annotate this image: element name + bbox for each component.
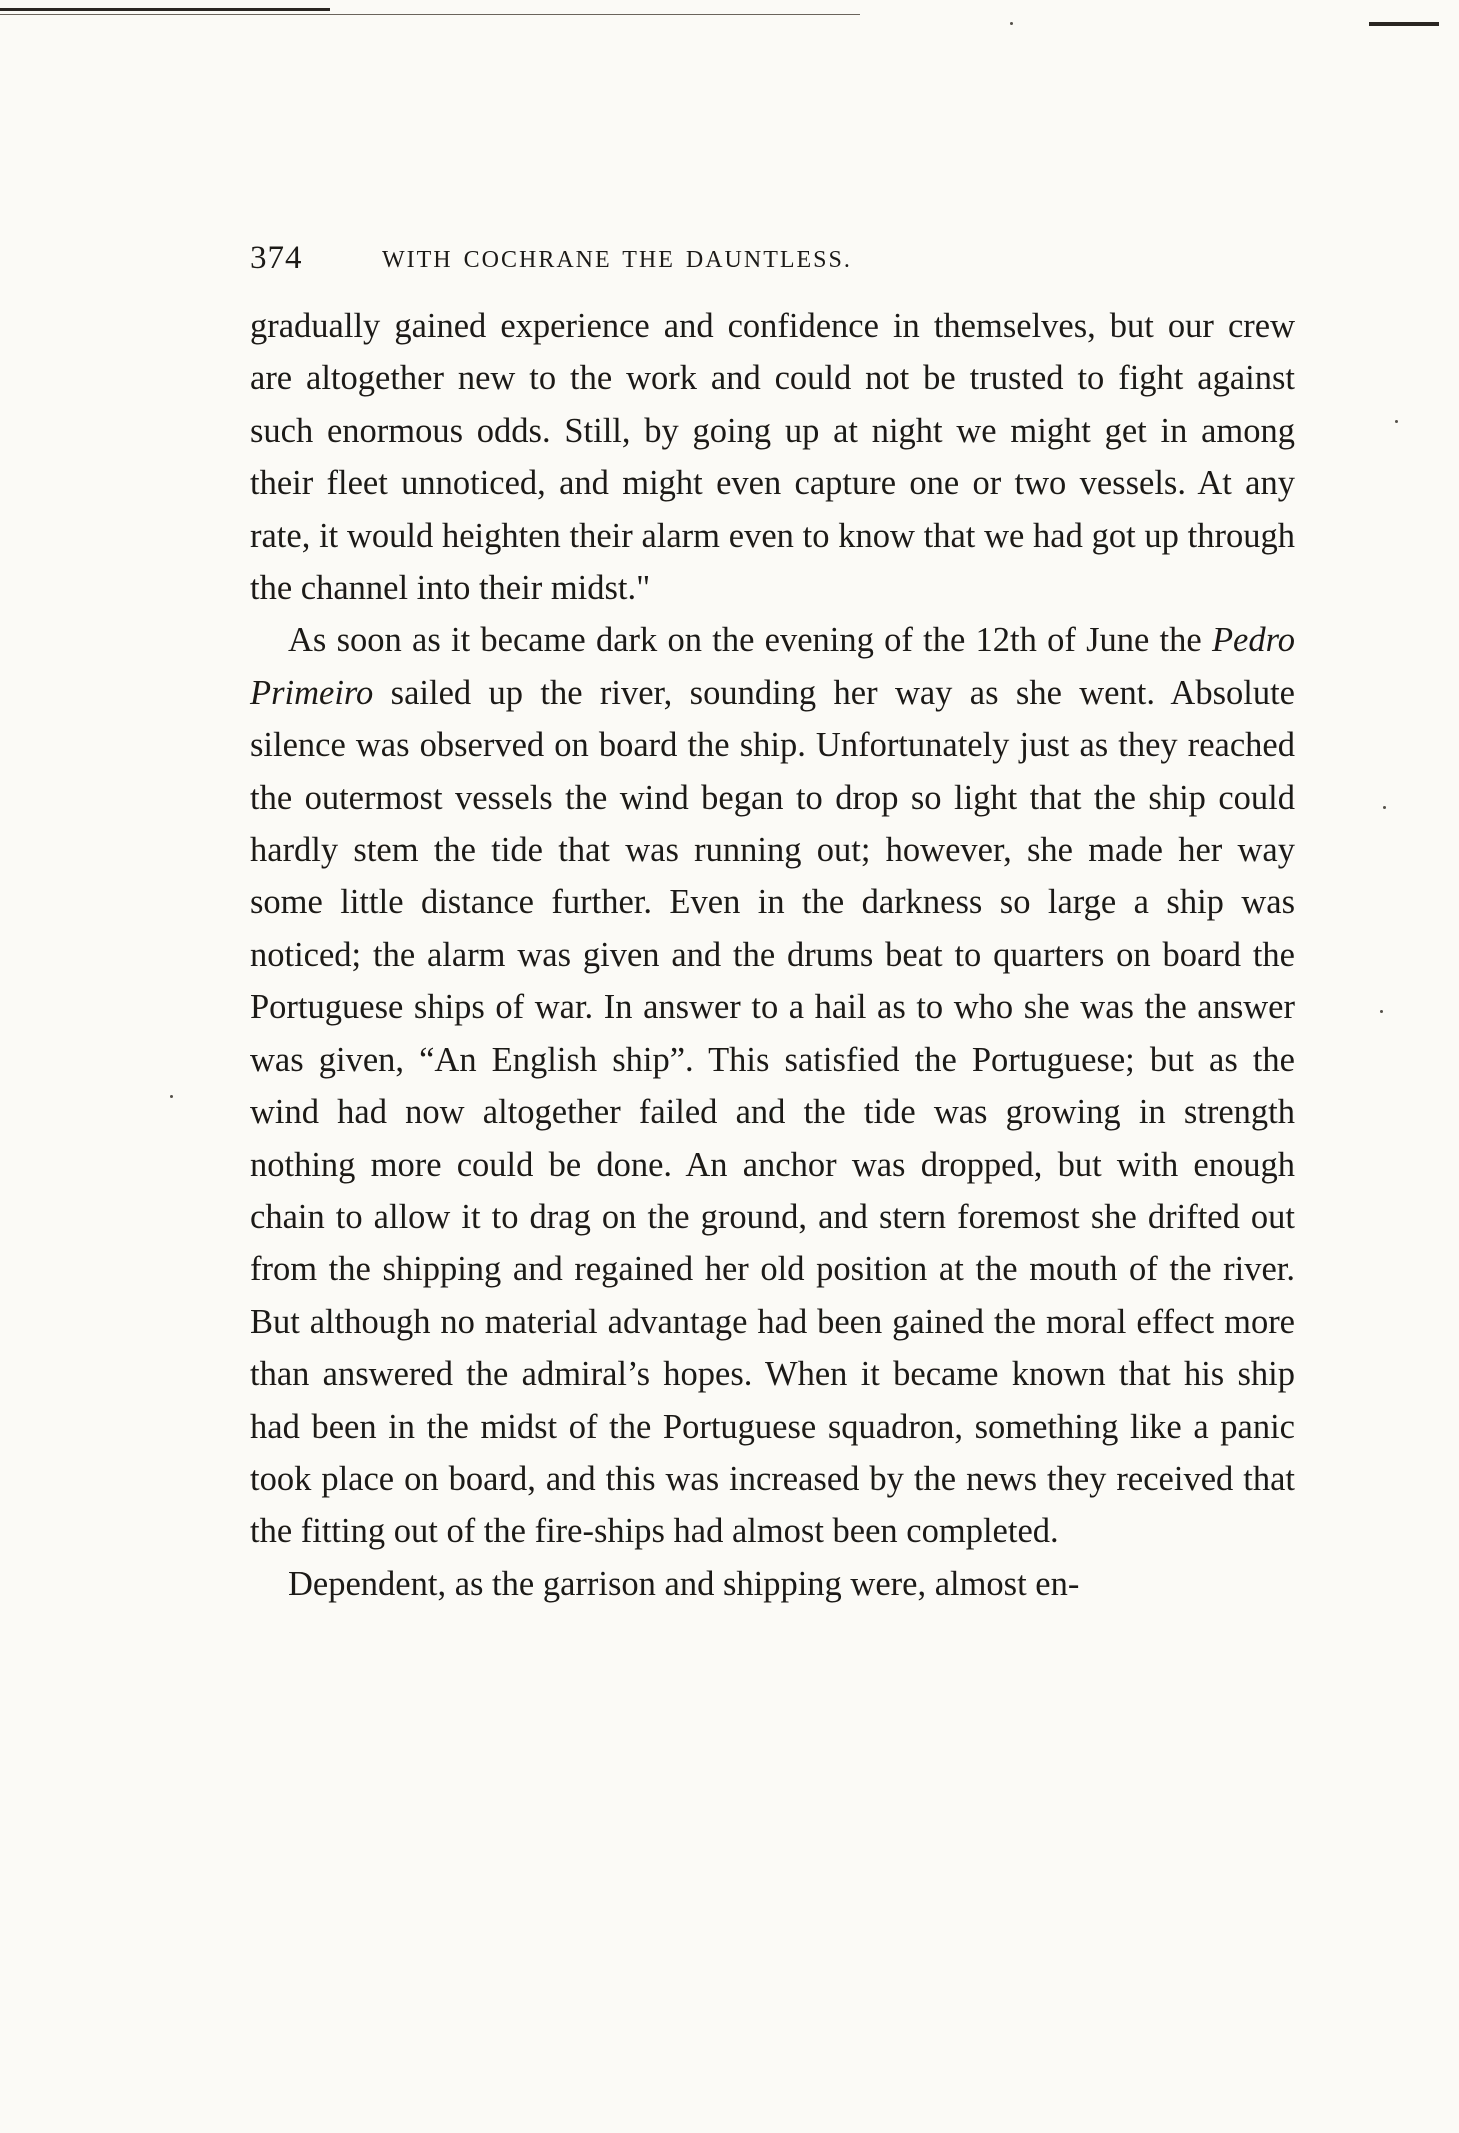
speck — [170, 1095, 173, 1098]
book-page — [250, 240, 1295, 1610]
page-header — [250, 240, 1295, 300]
speck — [1010, 22, 1013, 25]
paragraph-2-rest: sailed up the river, sounding her way as she went. Absolute silence was observed on board the ship. Unfortunately just as they reached the outermost vessels the wind began to drop so light that the ship could hardly stem the tide that was running out; however, she made her way some little distance further. Even in the darkness so large a ship was noticed; the alarm was given and the drums beat to quarters on board the Portuguese ships of war. In answer to a hail as to who she was the answer was given, “An English ship”. This satisfied the Portuguese; but as the wind had now altogether failed and the tide was growing in strength nothing more could be done. An anchor was dropped, but with enough chain to allow it to drag on the ground, and stern foremost she drifted out from the shipping and regained her old position at the mouth of the river. But although no material advantage had been gained the moral effect more than answered the admiral’s hopes. When it became known that his ship had been in the midst of the Portuguese squadron, something like a panic took place on board, and this was increased by the news they received that the fitting out of the fire-ships had almost been completed. — [250, 673, 1295, 1551]
speck — [1383, 806, 1386, 809]
paragraph-2-start: As soon as it became dark on the evening of the 12th of June the — [288, 621, 1212, 660]
body-text — [250, 300, 1295, 1610]
paragraph-1: gradually gained experience and confidence in themselves, but our crew are altogether new to the work and could not be trusted to fight against such enormous odds. Still, by going up at night we might get in among their fleet unnoticed, and might even capture one or two vessels. At any rate, it would heighten their alarm even to know that we had got up through the channel into their midst." — [250, 307, 1295, 608]
scan-edge-mark-right — [1369, 22, 1439, 26]
running-title: WITH COCHRANE THE DAUNTLESS. — [382, 247, 852, 273]
page-number: 374 — [250, 240, 303, 276]
paragraph-2 — [250, 614, 1295, 1557]
speck — [1395, 420, 1398, 423]
speck — [1380, 1010, 1383, 1013]
ship-name: Pedro Primeiro — [250, 621, 1295, 712]
scan-edge-line — [0, 14, 860, 15]
scan-edge-mark — [0, 8, 330, 11]
paragraph-3: Dependent, as the garrison and shipping were, almost en- — [288, 1564, 1080, 1603]
